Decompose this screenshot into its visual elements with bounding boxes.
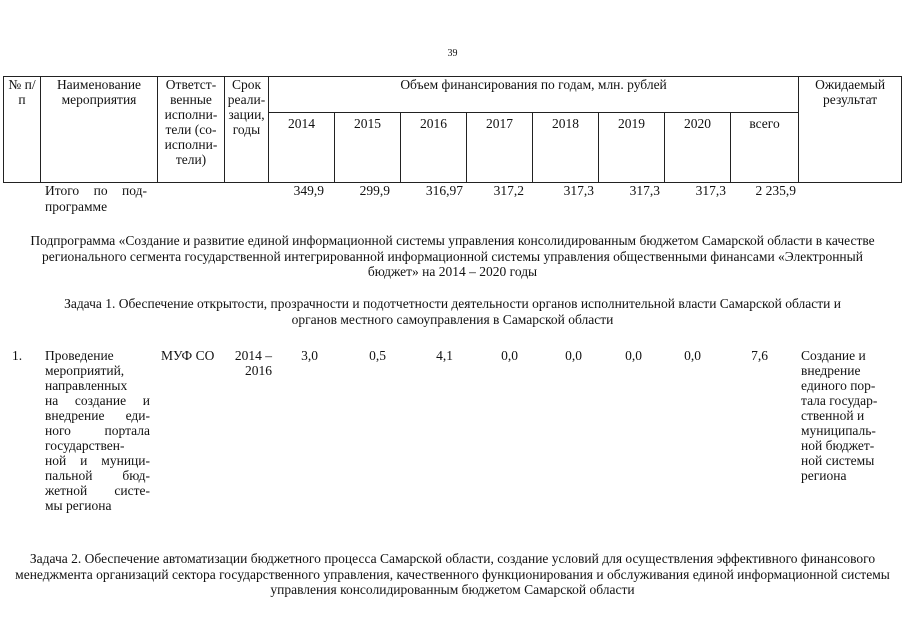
subtotal-2016: 316,97 <box>425 183 463 198</box>
subtotal-label: Итого по под- <box>45 183 147 198</box>
header-term: Срок реали- зации, годы <box>225 77 269 183</box>
year-total: всего <box>731 113 799 183</box>
subtotal-2019: 317,3 <box>629 183 660 198</box>
task2-title: Задача 2. Обеспечение автоматизации бюджетного процесса Самарской области, создание условий для осуществления эффективного финансового менеджмента организаций сектора государственного управления, качественного функционирования и обслуживания единой информационной системы управления консолидированным бюджетом Самарской области <box>15 551 890 597</box>
subtotal-2014: 349,9 <box>293 183 324 198</box>
item1-result: Создание и внедрение единого пор- тала государ- ственной и муниципаль- ной бюджет- ной системы региона <box>801 348 878 483</box>
header-result: Ожидаемый результат <box>799 77 902 183</box>
item1-2014: 3,0 <box>301 348 318 363</box>
year-2017: 2017 <box>467 113 533 183</box>
subtotal-2020: 317,3 <box>695 183 726 198</box>
year-2014: 2014 <box>269 113 335 183</box>
subtotal-label-cont: программе <box>45 199 108 214</box>
year-2018: 2018 <box>533 113 599 183</box>
header-num: № п/п <box>4 77 41 183</box>
item1-name: Проведение мероприятий, направленных на создание и внедрение еди- ного портала государствен- ной и муници- пальной бюд- жетной систе- мы региона <box>45 348 150 513</box>
item1-executor: МУФ СО <box>161 348 215 363</box>
item1-2019: 0,0 <box>625 348 642 363</box>
header-table <box>3 76 902 183</box>
year-2020: 2020 <box>665 113 731 183</box>
subtotal-2018: 317,3 <box>563 183 594 198</box>
item1-2015: 0,5 <box>369 348 386 363</box>
header-responsible: Ответст- венные исполни- тели (со- исполни- тели) <box>158 77 225 183</box>
header-name: Наименование мероприятия <box>41 77 158 183</box>
item1-term: 2014 – 2016 <box>234 348 272 378</box>
subprogram-title: Подпрограмма «Создание и развитие единой информационной системы управления консолидированным бюджетом Самарской области в качестве регионального сегмента государственной интегрированной информационной системы управления общественными финансами «Электронный бюджет» на 2014 – 2020 годы <box>30 233 875 279</box>
item1-num: 1. <box>12 348 23 363</box>
item1-2020: 0,0 <box>684 348 701 363</box>
item1-2017: 0,0 <box>501 348 518 363</box>
page-number: 39 <box>447 48 458 59</box>
subtotal-2015: 299,9 <box>359 183 390 198</box>
year-2015: 2015 <box>335 113 401 183</box>
subtotal-total: 2 235,9 <box>755 183 796 198</box>
year-2019: 2019 <box>599 113 665 183</box>
item1-2016: 4,1 <box>436 348 453 363</box>
subtotal-2017: 317,2 <box>493 183 524 198</box>
item1-2018: 0,0 <box>565 348 582 363</box>
task1-title: Задача 1. Обеспечение открытости, прозрачности и подотчетности деятельности органов исполнительной власти Самарской области и органов местного самоуправления в Самарской области <box>64 296 841 327</box>
item1-total: 7,6 <box>751 348 768 363</box>
year-2016: 2016 <box>401 113 467 183</box>
header-funding: Объем финансирования по годам, млн. рублей <box>269 77 799 113</box>
